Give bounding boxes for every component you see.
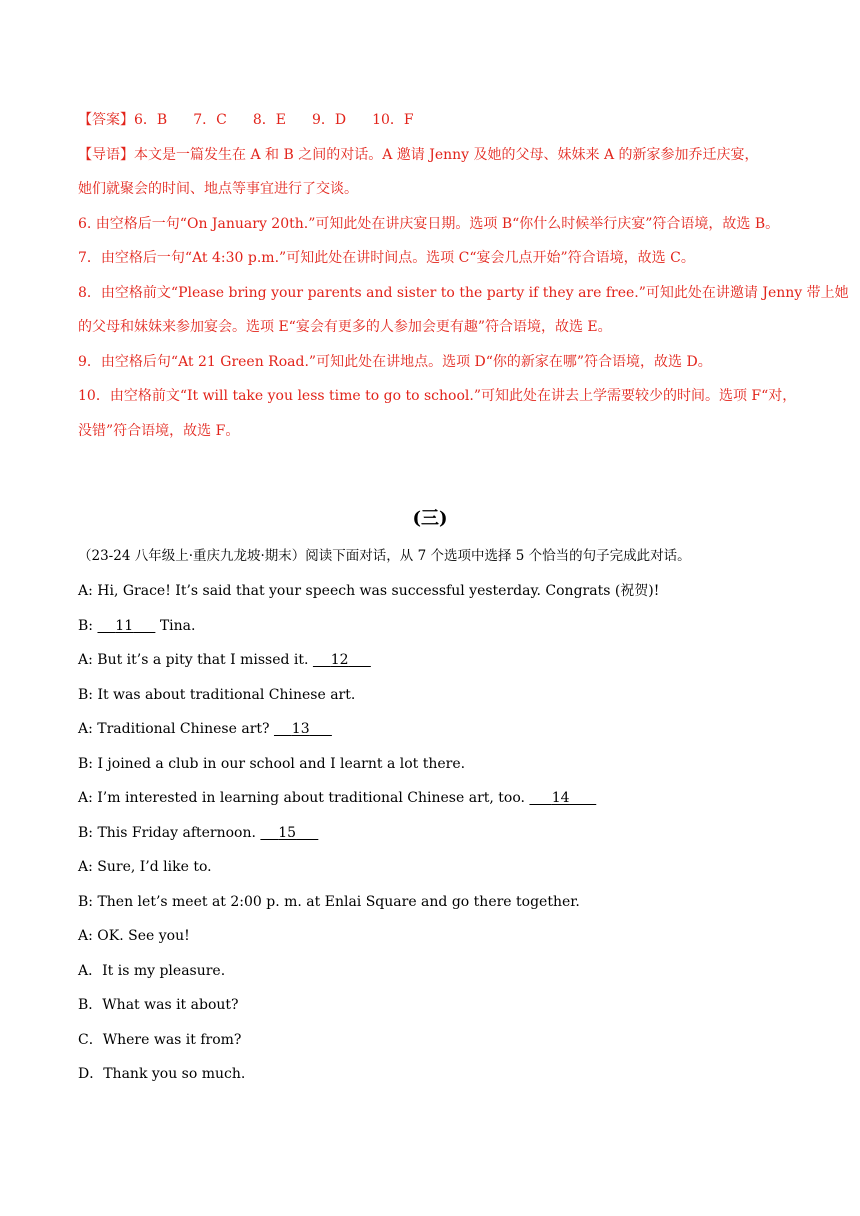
explanation-line: 的父母和妹妹来参加宴会。选项 E“宴会有更多的人参加会更有趣”符合语境，故选 E。 [78, 319, 612, 335]
explanation-line: 没错”符合语境，故选 F。 [78, 423, 240, 439]
guide-line-1 [78, 145, 790, 165]
option-item: B．What was it about? [78, 997, 239, 1013]
explanation-line: 6. 由空格后一句“On January 20th.”可知此处在讲庆宴日期。选项 B“你什么时候举行庆宴”符合语境，故选 B。 [78, 216, 780, 232]
dialogue-line [78, 823, 790, 843]
dialogue-text: A: Traditional Chinese art? [78, 721, 274, 737]
dialogue-line [78, 926, 790, 946]
answer-item: 8．E [252, 112, 286, 128]
option-item: A．It is my pleasure. [78, 963, 226, 979]
blank-15 [260, 823, 318, 843]
dialogue-line [78, 754, 790, 774]
answer-item: 6．B [134, 112, 168, 128]
guide-line-2: 她们就聚会的时间、地点等事宜进行了交谈。 [78, 181, 358, 197]
answer-label: 【答案】 [78, 112, 134, 128]
blank-12 [313, 650, 371, 670]
dialogue-line [78, 685, 790, 705]
dialogue-line [78, 857, 790, 877]
explanation-line: 9．由空格后句“At 21 Green Road.”可知此处在讲地点。选项 D“你的新家在哪”符合语境，故选 D。 [78, 354, 712, 370]
section-title: (三) [412, 508, 448, 529]
answer-item: 7．C [193, 112, 227, 128]
dialogue-text: A: Hi, Grace! It’s said that your speech was successful yesterday. Congrats (祝贺)! [78, 583, 660, 599]
guide-text: 本文是一篇发生在 A 和 B 之间的对话。A 邀请 Jenny 及她的父母、妹妹来 A 的新家参加乔迁庆宴， [134, 147, 759, 163]
answer-item: 9．D [311, 112, 347, 128]
dialogue-line [78, 719, 790, 739]
answer-line [78, 110, 790, 130]
dialogue-text: B: I joined a club in our school and I learnt a lot there. [78, 756, 466, 772]
explanation-line: 10．由空格前文“It will take you less time to go to school.”可知此处在讲去上学需要较少的时间。选项 F“对， [78, 388, 797, 404]
answer-item: 10．F [372, 112, 414, 128]
dialogue-text: A: I’m interested in learning about traditional Chinese art, too. [78, 790, 530, 806]
dialogue-line [78, 616, 790, 636]
dialogue-line [78, 650, 790, 670]
blank-number: 15 [278, 825, 297, 841]
option-item: D．Thank you so much. [78, 1066, 246, 1082]
blank-number: 12 [330, 652, 349, 668]
dialogue-line [78, 788, 790, 808]
question-source: （23-24 八年级上·重庆九龙坡·期末）阅读下面对话，从 7 个选项中选择 5 个恰当的句子完成此对话。 [78, 548, 691, 564]
dialogue-text: A: But it’s a pity that I missed it. [78, 652, 313, 668]
dialogue-text: B: Then let’s meet at 2:00 p. m. at Enlai Square and go there together. [78, 894, 580, 910]
dialogue-line [78, 581, 790, 601]
dialogue-text: A: OK. See you! [78, 928, 190, 944]
option-item: C．Where was it from? [78, 1032, 242, 1048]
blank-number: 14 [551, 790, 570, 806]
dialogue-text: B: It was about traditional Chinese art. [78, 687, 356, 703]
blank-14 [529, 788, 596, 808]
blank-number: 11 [115, 618, 134, 634]
dialogue-text: A: Sure, I’d like to. [78, 859, 212, 875]
dialogue-text: Tina. [155, 618, 196, 634]
dialogue-line [78, 892, 790, 912]
explanation-line: 7．由空格后一句“At 4:30 p.m.”可知此处在讲时间点。选项 C“宴会几点开始”符合语境，故选 C。 [78, 250, 695, 266]
blank-13 [274, 719, 332, 739]
blank-number: 13 [291, 721, 310, 737]
blank-11 [97, 616, 155, 636]
dialogue-text: B: [78, 618, 98, 634]
explanation-line: 8．由空格前文“Please bring your parents and sister to the party if they are free.”可知此处在讲邀请 Jenny 带上她 [78, 285, 849, 301]
dialogue-text: B: This Friday afternoon. [78, 825, 261, 841]
guide-label: 【导语】 [78, 147, 134, 163]
